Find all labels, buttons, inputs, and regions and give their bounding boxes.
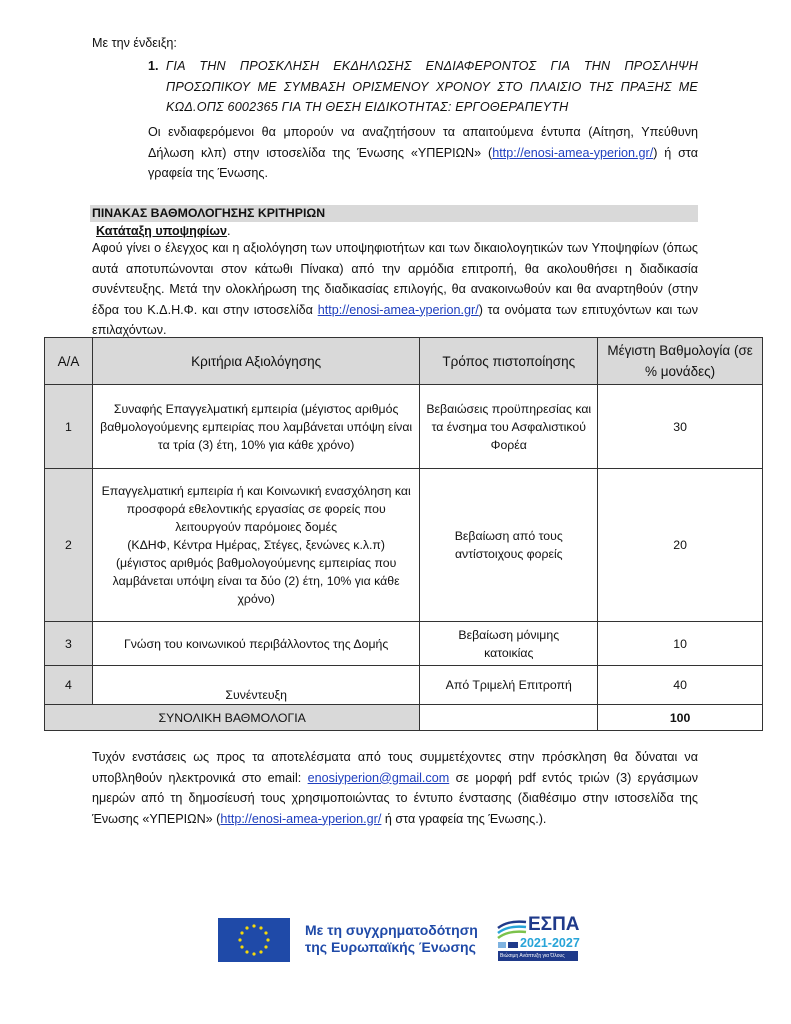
row-aa: 3 bbox=[45, 622, 93, 666]
criterion-line: (μέγιστος αριθμός βαθμολογούμενης εμπειρίας που λαμβάνεται υπόψη είναι τα δύο (2) έτη, 10% για κάθε χρόνο) bbox=[112, 556, 400, 606]
forms-link[interactable]: http://enosi-amea-yperion.gr/ bbox=[492, 145, 654, 160]
table-row bbox=[45, 622, 763, 666]
objections-text-middle: σε μορφή pdf εντός τριών (3) εργάσιμων ημερών από τη δημοσίευσή τους χρησιμοποιώντας το έντυπο ένστασης (διαθέσιμο στην ιστοσελίδα της Ένωσης «ΥΠΕΡΙΩΝ» ( bbox=[92, 770, 698, 826]
espa-logo bbox=[496, 914, 594, 968]
total-label: ΣΥΝΟΛΙΚΗ ΒΑΘΜΟΛΟΓΙΑ bbox=[45, 705, 420, 731]
objections-paragraph bbox=[92, 747, 698, 829]
criteria-table bbox=[44, 337, 763, 731]
eu-cofunding-text bbox=[305, 922, 478, 956]
row-max-score: 10 bbox=[598, 622, 763, 666]
espa-years: 2021-2027 bbox=[520, 936, 580, 950]
table-row bbox=[45, 469, 763, 622]
table-header-row bbox=[45, 338, 763, 385]
row-certification: Βεβαίωση μόνιμης κατοικίας bbox=[420, 622, 598, 666]
total-certification bbox=[420, 705, 598, 731]
subheading-text: Κατάταξη υποψηφίων bbox=[96, 224, 228, 238]
row-criterion: Συναφής Επαγγελματική εμπειρία (μέγιστος αριθμός βαθμολογούμενης εμπειρίας που λαμβάνεται υπόψη είναι τα τρία (3) έτη, 10% για κάθε χρόνο) bbox=[92, 385, 419, 469]
row-max-score: 40 bbox=[598, 666, 763, 705]
row-criterion: Συνέντευξη bbox=[92, 666, 419, 705]
section-title: ΠΙΝΑΚΑΣ ΒΑΘΜΟΛΟΓΗΣΗΣ ΚΡΙΤΗΡΙΩΝ bbox=[90, 205, 698, 222]
criterion-line: (ΚΔΗΦ, Κέντρα Ημέρας, Στέγες, ξενώνες κ.λ.π) bbox=[127, 538, 385, 552]
row-certification: Από Τριμελή Επιτροπή bbox=[420, 666, 598, 705]
eu-flag-icon bbox=[218, 918, 290, 962]
table-total-row bbox=[45, 705, 763, 731]
eu-line-2: της Ευρωπαϊκής Ένωσης bbox=[305, 939, 476, 955]
objections-text: Τυχόν ενστάσεις ως προς τα αποτελέσματα από τους συμμετέχοντες στην πρόσκληση θα δύναται να υποβληθούν ηλεκτρονικά στο email: bbox=[92, 750, 698, 785]
row-certification: Βεβαίωση από τους αντίστοιχους φορείς bbox=[420, 469, 598, 622]
eu-line-1: Με τη συγχρηματοδότηση bbox=[305, 922, 478, 938]
row-aa: 1 bbox=[45, 385, 93, 469]
ranking-paragraph bbox=[92, 238, 698, 341]
header-aa: Α/Α bbox=[45, 338, 93, 385]
objections-link[interactable]: http://enosi-amea-yperion.gr/ bbox=[220, 811, 382, 826]
total-value: 100 bbox=[598, 705, 763, 731]
row-max-score: 30 bbox=[598, 385, 763, 469]
row-criterion bbox=[92, 469, 419, 622]
table-row bbox=[45, 385, 763, 469]
row-aa: 2 bbox=[45, 469, 93, 622]
criterion-line: Επαγγελματική εμπειρία ή και Κοινωνική ενασχόληση και προσφορά εθελοντικής εργασίας σε φορείς που λειτουργούν παρόμοιες δομές bbox=[101, 484, 411, 534]
ranking-link[interactable]: http://enosi-amea-yperion.gr/ bbox=[317, 302, 479, 317]
forms-text: Οι ενδιαφερόμενοι θα μπορούν να αναζητήσουν τα απαιτούμενα έντυπα (Αίτηση, Υπεύθυνη Δήλωση κλπ) στην ιστοσελίδα της Ένωσης «ΥΠΕΡΙΩΝ» ( bbox=[148, 125, 698, 160]
email-link[interactable]: enosiyperion@gmail.com bbox=[307, 770, 450, 785]
espa-title: ΕΣΠΑ bbox=[528, 914, 580, 935]
ranking-text-after: ) τα ονόματα των επιτυχόντων και των επιλαχόντων. bbox=[92, 302, 698, 337]
ranking-text: Αφού γίνει ο έλεγχος και η αξιολόγηση των υποψηφιοτήτων και των δικαιολογητικών των Υποψηφίων (όπως αυτά αποτυπώνονται στον κάτωθι Πίνακα) από την αρμόδια επιτροπή, θα ακολουθήσει η διαδικασία συνέντευξης. Μετά την ολοκλήρωση της διαδικασίας επιλογής, θα ανακοινωθούν και θα αναρτηθούν (στην έδρα του Κ.Δ.Η.Φ. και στην ιστοσελίδα bbox=[92, 241, 698, 317]
header-certification: Τρόπος πιστοποίησης bbox=[420, 338, 598, 385]
espa-tagline: Βιώσιμη Ανάπτυξη για Όλους bbox=[500, 953, 565, 959]
row-aa: 4 bbox=[45, 666, 93, 705]
header-max-score: Μέγιστη Βαθμολογία (σε % μονάδες) bbox=[598, 338, 763, 385]
forms-text-after: ) ή στα γραφεία της Ένωσης. bbox=[148, 145, 698, 180]
intro-label: Με την ένδειξη: bbox=[92, 36, 177, 50]
objections-text-after: ή στα γραφεία της Ένωσης.). bbox=[381, 811, 547, 826]
header-criteria: Κριτήρια Αξιολόγησης bbox=[92, 338, 419, 385]
table-row bbox=[45, 666, 763, 705]
row-max-score: 20 bbox=[598, 469, 763, 622]
subheading-suffix: . bbox=[227, 224, 231, 238]
row-certification: Βεβαιώσεις προϋπηρεσίας και τα ένσημα του Ασφαλιστικού Φορέα bbox=[420, 385, 598, 469]
item-text: ΓΙΑ ΤΗΝ ΠΡΟΣΚΛΗΣΗ ΕΚΔΗΛΩΣΗΣ ΕΝΔΙΑΦΕΡΟΝΤΟΣ ΓΙΑ ΤΗΝ ΠΡΟΣΛΗΨΗ ΠΡΟΣΩΠΙΚΟΥ ΜΕ ΣΥΜΒΑΣΗ ΟΡΙΣΜΕΝΟΥ ΧΡΟΝΟΥ ΣΤΟ ΠΛΑΙΣΙΟ ΤΗΣ ΠΡΑΞΗΣ ΜΕ ΚΩΔ.ΟΠΣ 6002365 ΓΙΑ ΤΗ ΘΕΣΗ ΕΙΔΙΚΟΤΗΤΑΣ: ΕΡΓΟΘΕΡΑΠΕΥΤΗ bbox=[166, 59, 698, 114]
item-number: 1. bbox=[148, 59, 159, 73]
row-criterion: Γνώση του κοινωνικού περιβάλλοντος της Δομής bbox=[92, 622, 419, 666]
forms-paragraph bbox=[148, 122, 698, 184]
